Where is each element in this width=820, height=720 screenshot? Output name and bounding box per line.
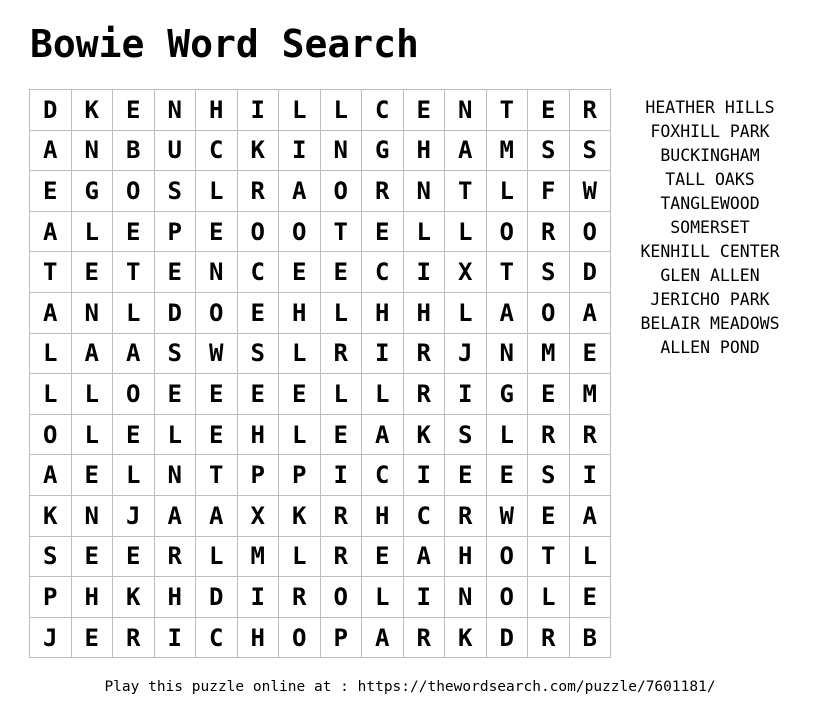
grid-cell[interactable]: A	[113, 333, 155, 374]
grid-cell[interactable]: L	[486, 414, 528, 455]
letter-grid[interactable]	[29, 89, 611, 658]
grid-cell[interactable]: R	[445, 495, 487, 536]
grid-cell[interactable]: A	[30, 211, 72, 252]
grid-cell[interactable]: R	[320, 495, 362, 536]
grid-row	[30, 374, 611, 415]
grid-cell[interactable]: I	[403, 455, 445, 496]
grid-cell[interactable]: T	[528, 536, 570, 577]
grid-row	[30, 292, 611, 333]
grid-cell[interactable]: S	[528, 252, 570, 293]
grid-cell[interactable]: W	[569, 171, 611, 212]
grid-cell[interactable]: D	[196, 577, 238, 618]
grid-cell[interactable]: G	[362, 130, 404, 171]
grid-cell[interactable]: C	[196, 130, 238, 171]
grid-cell[interactable]: I	[403, 577, 445, 618]
grid-cell[interactable]: R	[320, 536, 362, 577]
grid-cell[interactable]: J	[30, 617, 72, 658]
grid-cell[interactable]: A	[362, 617, 404, 658]
grid-cell[interactable]: E	[486, 455, 528, 496]
grid-cell[interactable]: G	[71, 171, 113, 212]
grid-cell[interactable]: L	[71, 414, 113, 455]
grid-cell[interactable]: F	[528, 171, 570, 212]
grid-cell[interactable]: O	[279, 617, 321, 658]
grid-cell[interactable]: S	[154, 171, 196, 212]
grid-cell[interactable]: H	[196, 90, 238, 131]
grid-cell[interactable]: T	[486, 252, 528, 293]
grid-cell[interactable]: K	[279, 495, 321, 536]
grid-cell[interactable]: O	[528, 292, 570, 333]
grid-cell[interactable]: A	[154, 495, 196, 536]
grid-cell[interactable]: A	[30, 292, 72, 333]
grid-cell[interactable]: N	[154, 90, 196, 131]
grid-cell[interactable]: O	[196, 292, 238, 333]
grid-cell[interactable]: E	[30, 171, 72, 212]
grid-cell[interactable]: L	[403, 211, 445, 252]
grid-cell[interactable]: O	[486, 577, 528, 618]
grid-cell[interactable]: H	[362, 292, 404, 333]
grid-cell[interactable]: E	[362, 211, 404, 252]
grid-cell[interactable]: I	[237, 577, 279, 618]
grid-cell[interactable]: D	[30, 90, 72, 131]
grid-cell[interactable]: E	[71, 252, 113, 293]
grid-row	[30, 252, 611, 293]
grid-cell[interactable]: L	[320, 374, 362, 415]
grid-cell[interactable]: L	[320, 90, 362, 131]
grid-cell[interactable]: E	[113, 414, 155, 455]
grid-cell[interactable]: A	[71, 333, 113, 374]
grid-cell[interactable]: D	[569, 252, 611, 293]
grid-row	[30, 536, 611, 577]
grid-cell[interactable]: K	[30, 495, 72, 536]
grid-cell[interactable]: K	[403, 414, 445, 455]
grid-row	[30, 617, 611, 658]
grid-cell[interactable]: I	[569, 455, 611, 496]
word-list-item: KENHILL CENTER	[640, 242, 780, 261]
grid-cell[interactable]: B	[113, 130, 155, 171]
grid-cell[interactable]: R	[113, 617, 155, 658]
grid-cell[interactable]: H	[445, 536, 487, 577]
grid-cell[interactable]: I	[154, 617, 196, 658]
grid-cell[interactable]: A	[30, 455, 72, 496]
grid-cell[interactable]: E	[113, 211, 155, 252]
grid-cell[interactable]: N	[196, 252, 238, 293]
grid-cell[interactable]: R	[528, 617, 570, 658]
grid-cell[interactable]: K	[445, 617, 487, 658]
word-list-item: SOMERSET	[670, 218, 750, 237]
grid-cell[interactable]: L	[486, 171, 528, 212]
word-list-item: FOXHILL PARK	[650, 122, 770, 141]
grid-cell[interactable]: N	[403, 171, 445, 212]
grid-cell[interactable]: P	[154, 211, 196, 252]
grid-cell[interactable]: E	[196, 414, 238, 455]
grid-cell[interactable]: A	[403, 536, 445, 577]
grid-cell[interactable]: P	[279, 455, 321, 496]
grid-cell[interactable]: C	[196, 617, 238, 658]
grid-cell[interactable]: M	[528, 333, 570, 374]
grid-row	[30, 414, 611, 455]
word-list-item: TANGLEWOOD	[660, 194, 760, 213]
grid-cell[interactable]: T	[320, 211, 362, 252]
grid-cell[interactable]: A	[279, 171, 321, 212]
grid-cell[interactable]: R	[362, 171, 404, 212]
grid-cell[interactable]: A	[486, 292, 528, 333]
grid-cell[interactable]: E	[362, 536, 404, 577]
grid-cell[interactable]: E	[279, 374, 321, 415]
grid-cell[interactable]: L	[113, 292, 155, 333]
grid-cell[interactable]: I	[403, 252, 445, 293]
grid-cell[interactable]: E	[196, 374, 238, 415]
grid-cell[interactable]: C	[362, 90, 404, 131]
grid-cell[interactable]: S	[30, 536, 72, 577]
grid-row	[30, 171, 611, 212]
grid-cell[interactable]: H	[237, 414, 279, 455]
grid-cell[interactable]: W	[196, 333, 238, 374]
grid-cell[interactable]: E	[237, 292, 279, 333]
grid-row	[30, 90, 611, 131]
grid-cell[interactable]: R	[528, 414, 570, 455]
grid-cell[interactable]: E	[71, 536, 113, 577]
footer-text: Play this puzzle online at :	[104, 679, 358, 695]
grid-cell[interactable]: R	[237, 171, 279, 212]
grid-cell[interactable]: O	[237, 211, 279, 252]
grid-cell[interactable]: O	[30, 414, 72, 455]
grid-cell[interactable]: L	[320, 292, 362, 333]
grid-cell[interactable]: N	[445, 577, 487, 618]
grid-cell[interactable]: K	[113, 577, 155, 618]
grid-cell[interactable]: E	[569, 577, 611, 618]
grid-cell[interactable]: T	[196, 455, 238, 496]
grid-cell[interactable]: R	[154, 536, 196, 577]
grid-cell[interactable]: H	[237, 617, 279, 658]
word-list	[620, 96, 800, 360]
grid-cell[interactable]: L	[154, 414, 196, 455]
grid-cell[interactable]: U	[154, 130, 196, 171]
grid-cell[interactable]: S	[237, 333, 279, 374]
grid-cell[interactable]: M	[569, 374, 611, 415]
grid-cell[interactable]: H	[279, 292, 321, 333]
grid-cell[interactable]: L	[71, 211, 113, 252]
grid-cell[interactable]: K	[237, 130, 279, 171]
grid-cell[interactable]: I	[362, 333, 404, 374]
grid-cell[interactable]: J	[113, 495, 155, 536]
grid-cell[interactable]: N	[154, 455, 196, 496]
grid-cell[interactable]: X	[445, 252, 487, 293]
grid-cell[interactable]: L	[279, 414, 321, 455]
grid-cell[interactable]: G	[486, 374, 528, 415]
grid-cell[interactable]: O	[569, 211, 611, 252]
grid-cell[interactable]: P	[30, 577, 72, 618]
grid-cell[interactable]: J	[445, 333, 487, 374]
grid-cell[interactable]: E	[445, 455, 487, 496]
grid-cell[interactable]: C	[403, 495, 445, 536]
grid-cell[interactable]: S	[569, 130, 611, 171]
grid-cell[interactable]: R	[569, 414, 611, 455]
grid-cell[interactable]: H	[403, 130, 445, 171]
grid-cell[interactable]: N	[71, 495, 113, 536]
grid-cell[interactable]: L	[30, 374, 72, 415]
word-list-item: ALLEN POND	[660, 338, 760, 357]
grid-cell[interactable]: L	[279, 90, 321, 131]
grid-cell[interactable]: A	[569, 495, 611, 536]
grid-cell[interactable]: X	[237, 495, 279, 536]
grid-cell[interactable]: H	[362, 495, 404, 536]
grid-row	[30, 495, 611, 536]
grid-cell[interactable]: E	[154, 252, 196, 293]
grid-cell[interactable]: E	[196, 211, 238, 252]
grid-cell[interactable]: S	[154, 333, 196, 374]
grid-cell[interactable]: L	[445, 211, 487, 252]
word-list-item: HEATHER HILLS	[645, 98, 775, 117]
word-list-item: BUCKINGHAM	[660, 146, 760, 165]
grid-cell[interactable]: T	[113, 252, 155, 293]
grid-cell[interactable]: D	[154, 292, 196, 333]
word-list-item: TALL OAKS	[665, 170, 755, 189]
grid-cell[interactable]: M	[486, 130, 528, 171]
grid-cell[interactable]: S	[528, 130, 570, 171]
grid-cell[interactable]: E	[113, 536, 155, 577]
word-list-item: GLEN ALLEN	[660, 266, 760, 285]
grid-cell[interactable]: K	[71, 90, 113, 131]
grid-cell[interactable]: L	[71, 374, 113, 415]
grid-cell[interactable]: E	[71, 455, 113, 496]
footer	[0, 679, 820, 695]
grid-cell[interactable]: O	[320, 171, 362, 212]
grid-cell[interactable]: P	[320, 617, 362, 658]
grid-cell[interactable]: T	[445, 171, 487, 212]
grid-cell[interactable]: B	[569, 617, 611, 658]
grid-cell[interactable]: C	[362, 252, 404, 293]
grid-row	[30, 455, 611, 496]
grid-cell[interactable]: L	[196, 171, 238, 212]
grid-cell[interactable]: N	[71, 130, 113, 171]
word-list-item: JERICHO PARK	[650, 290, 770, 309]
grid-cell[interactable]: L	[196, 536, 238, 577]
grid-cell[interactable]: R	[320, 333, 362, 374]
grid-cell[interactable]: L	[279, 333, 321, 374]
grid-cell[interactable]: P	[237, 455, 279, 496]
grid-cell[interactable]: L	[279, 536, 321, 577]
grid-cell[interactable]: E	[320, 252, 362, 293]
page-title: Bowie Word Search	[30, 22, 419, 66]
grid-cell[interactable]: A	[362, 414, 404, 455]
grid-cell[interactable]: O	[113, 374, 155, 415]
grid-cell[interactable]: A	[445, 130, 487, 171]
grid-cell[interactable]: E	[279, 252, 321, 293]
grid-cell[interactable]: H	[71, 577, 113, 618]
grid-cell[interactable]: W	[486, 495, 528, 536]
grid-cell[interactable]: O	[486, 211, 528, 252]
grid-cell[interactable]: I	[320, 455, 362, 496]
grid-cell[interactable]: A	[569, 292, 611, 333]
grid-cell[interactable]: I	[237, 90, 279, 131]
grid-cell[interactable]: E	[528, 495, 570, 536]
grid-cell[interactable]: L	[445, 292, 487, 333]
grid-cell[interactable]: O	[320, 577, 362, 618]
grid-cell[interactable]: R	[569, 90, 611, 131]
grid-cell[interactable]: T	[30, 252, 72, 293]
grid-cell[interactable]: S	[528, 455, 570, 496]
grid-cell[interactable]: H	[403, 292, 445, 333]
grid-cell[interactable]: E	[569, 333, 611, 374]
grid-row	[30, 130, 611, 171]
puzzle-link[interactable]: https://thewordsearch.com/puzzle/7601181/	[357, 679, 716, 695]
grid-cell[interactable]: E	[237, 374, 279, 415]
grid-cell[interactable]: O	[113, 171, 155, 212]
grid-cell[interactable]: C	[237, 252, 279, 293]
grid-cell[interactable]: L	[362, 374, 404, 415]
grid-cell[interactable]: L	[569, 536, 611, 577]
grid-cell[interactable]: S	[445, 414, 487, 455]
grid-cell[interactable]: E	[71, 617, 113, 658]
grid-cell[interactable]: I	[279, 130, 321, 171]
grid-cell[interactable]: N	[320, 130, 362, 171]
grid-cell[interactable]: D	[486, 617, 528, 658]
grid-cell[interactable]: M	[237, 536, 279, 577]
grid-cell[interactable]: H	[154, 577, 196, 618]
grid-cell[interactable]: I	[445, 374, 487, 415]
grid-cell[interactable]: R	[528, 211, 570, 252]
grid-cell[interactable]: L	[362, 577, 404, 618]
grid-cell[interactable]: N	[71, 292, 113, 333]
grid-cell[interactable]: R	[279, 577, 321, 618]
grid-cell[interactable]: A	[196, 495, 238, 536]
grid-cell[interactable]: N	[445, 90, 487, 131]
grid-row	[30, 333, 611, 374]
grid-cell[interactable]: T	[486, 90, 528, 131]
grid-cell[interactable]: R	[403, 333, 445, 374]
grid-cell[interactable]: R	[403, 617, 445, 658]
grid-cell[interactable]: R	[403, 374, 445, 415]
grid-row	[30, 211, 611, 252]
grid-cell[interactable]: L	[113, 455, 155, 496]
grid-cell[interactable]: C	[362, 455, 404, 496]
grid-cell[interactable]: O	[279, 211, 321, 252]
grid-cell[interactable]: E	[154, 374, 196, 415]
grid-cell[interactable]: E	[320, 414, 362, 455]
grid-cell[interactable]: L	[528, 577, 570, 618]
grid-cell[interactable]: O	[486, 536, 528, 577]
grid-cell[interactable]: E	[113, 90, 155, 131]
grid-cell[interactable]: N	[486, 333, 528, 374]
grid-cell[interactable]: E	[528, 90, 570, 131]
word-list-item: BELAIR MEADOWS	[640, 314, 780, 333]
grid-cell[interactable]: L	[30, 333, 72, 374]
grid-cell[interactable]: A	[30, 130, 72, 171]
grid-cell[interactable]: E	[528, 374, 570, 415]
grid-row	[30, 577, 611, 618]
grid-cell[interactable]: E	[403, 90, 445, 131]
